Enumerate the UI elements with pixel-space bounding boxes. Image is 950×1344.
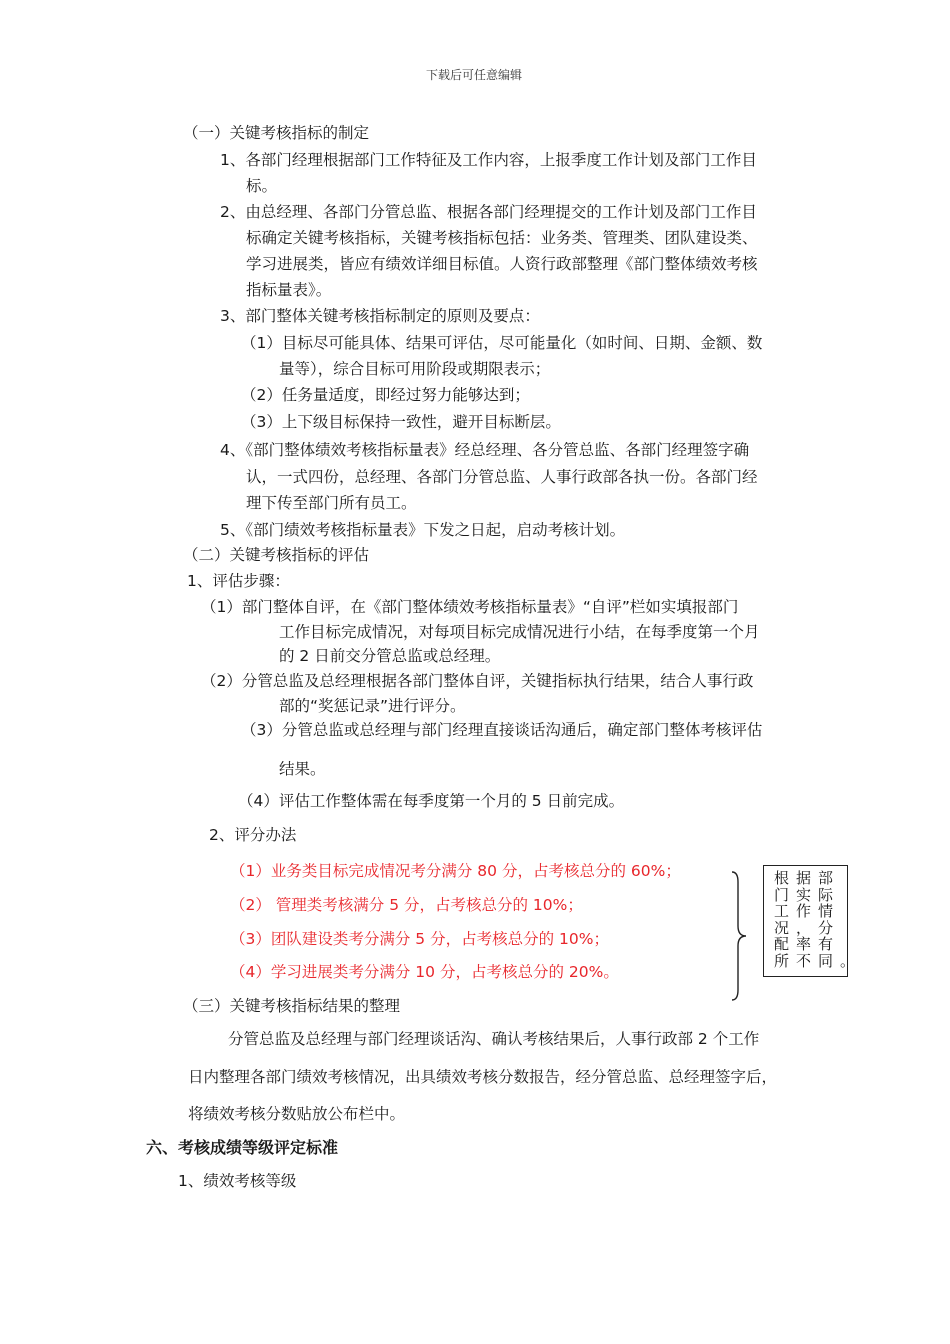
curly-brace-icon: [728, 870, 750, 1002]
s1-item2-line1: 2、由总经理、各部门分管总监、根据各部门经理提交的工作计划及部门工作目: [220, 203, 757, 221]
note-box: 根据部 门实际 工作情 况，分 配率有 所不同。: [763, 865, 848, 977]
s1-item4-line1: 4、《部门整体绩效考核指标量表》经总经理、各分管总监、各部门经理签字确: [220, 441, 750, 459]
s2-item2: 2、评分办法: [209, 826, 297, 844]
s1-item2-line3: 学习进展类，皆应有绩效详细目标值。人资行政部整理《部门整体绩效考核: [246, 255, 758, 273]
s1-item3-point1-line2: 量等），综合目标可用阶段或期限表示；: [279, 360, 551, 378]
score-rule-3: （3）团队建设类考分满分 5 分，占考核总分的 10%；: [230, 930, 609, 948]
page-header: 下载后可任意编辑: [426, 68, 523, 82]
s3-line1: 分管总监及总经理与部门经理谈话沟、确认考核结果后，人事行政部 2 个工作: [228, 1030, 760, 1048]
s1-item2-line4: 指标量表》。: [246, 281, 332, 299]
s2-point1-line2: 工作目标完成情况，对每项目标完成情况进行小结，在每季度第一个月: [279, 623, 760, 641]
s2-item1: 1、评估步骤：: [187, 572, 290, 590]
s1-item5: 5、《部门绩效考核指标量表》下发之日起，启动考核计划。: [220, 521, 626, 539]
s2-point2-line2: 部的“奖惩记录”进行评分。: [279, 697, 466, 715]
s1-item1-line2: 标。: [246, 177, 278, 195]
s2-point1-line1: （1）部门整体自评，在《部门整体绩效考核指标量表》“自评”栏如实填报部门: [201, 598, 739, 616]
s3-line2: 日内整理各部门绩效考核情况，出具绩效考核分数报告，经分管总监、总经理签字后，: [188, 1068, 778, 1086]
section-2-title: （二）关键考核指标的评估: [183, 546, 370, 564]
score-rule-1: （1）业务类目标完成情况考分满分 80 分，占考核总分的 60%；: [230, 862, 681, 880]
section-3-title: （三）关键考核指标结果的整理: [183, 997, 401, 1015]
s1-item3-point2: （2）任务量适度，即经过努力能够达到；: [241, 386, 530, 404]
section-1-title: （一）关键考核指标的制定: [183, 124, 370, 142]
section-6-title: 六、考核成绩等级评定标准: [146, 1138, 339, 1157]
s1-item2-line2: 标确定关键考核指标，关键考核指标包括：业务类、管理类、团队建设类、: [246, 229, 758, 247]
s1-item3-point1-line1: （1）目标尽可能具体、结果可评估，尽可能量化（如时间、日期、金额、数: [241, 334, 763, 352]
s3-line3: 将绩效考核分数贴放公布栏中。: [188, 1105, 406, 1123]
s2-point2-line1: （2）分管总监及总经理根据各部门整体自评，关键指标执行结果，结合人事行政: [201, 672, 754, 690]
score-rule-4: （4）学习进展类考分满分 10 分，占考核总分的 20%。: [230, 963, 619, 981]
s2-point1-line3: 的 2 日前交分管总监或总经理。: [279, 647, 501, 665]
s1-item1-line1: 1、各部门经理根据部门工作特征及工作内容，上报季度工作计划及部门工作目: [220, 151, 757, 169]
s1-item4-line2: 认，一式四份，总经理、各部门分管总监、人事行政部各执一份。各部门经: [246, 468, 758, 486]
s1-item3: 3、部门整体关键考核指标制定的原则及要点：: [220, 307, 540, 325]
score-rule-2: （2） 管理类考核满分 5 分，占考核总分的 10%；: [230, 896, 583, 914]
s1-item4-line3: 理下传至部门所有员工。: [246, 494, 417, 512]
s2-point3-line1: （3）分管总监或总经理与部门经理直接谈话沟通后，确定部门整体考核评估: [241, 721, 763, 739]
s1-item3-point3: （3）上下级目标保持一致性，避开目标断层。: [241, 413, 561, 431]
s6-item1: 1、绩效考核等级: [178, 1172, 297, 1190]
s2-point4: （4）评估工作整体需在每季度第一个月的 5 日前完成。: [238, 792, 625, 810]
s2-point3-line2: 结果。: [279, 760, 326, 778]
